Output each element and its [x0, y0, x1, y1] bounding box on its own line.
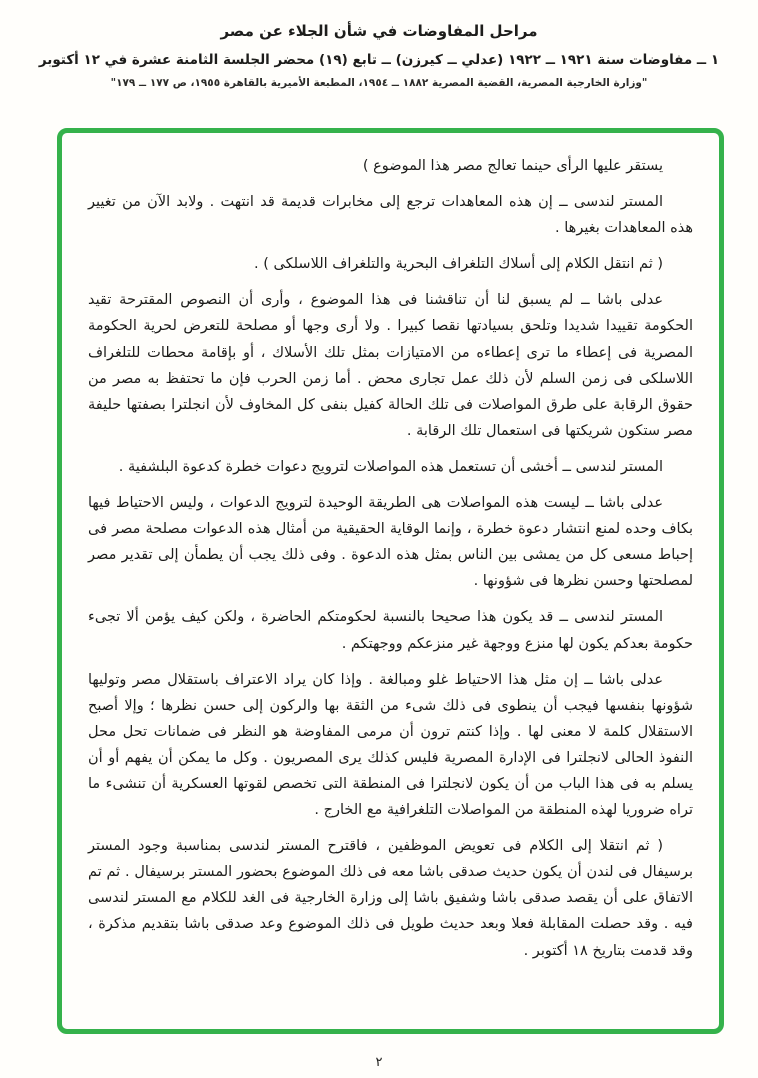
- paragraph: المستر لندسى ــ إن هذه المعاهدات ترجع إلى مخابرات قديمة قد انتهت . ولابد الآن من تغيير هذه المعاهدات بغيرها .: [88, 194, 693, 237]
- document-subtitle: ١ ــ مفاوضات سنة ١٩٢١ ــ ١٩٢٢ (عدلي ــ كيرزن) ــ تابع (١٩) محضر الجلسة الثامنة عشرة في ١٢ أكتوبر: [38, 52, 720, 68]
- paragraph: المستر لندسى ــ أخشى أن تستعمل هذه المواصلات لترويج دعوات خطرة كدعوة البلشفية .: [118, 458, 663, 475]
- document-source-citation: "وزارة الخارجية المصرية، القضية المصرية ١٨٨٢ ــ ١٩٥٤، المطبعة الأميرية بالقاهرة ١٩٥٥، ص ١٧٧ ــ ١٧٩": [110, 77, 648, 89]
- paragraph: عدلى باشا ــ لم يسبق لنا أن تناقشنا فى هذا الموضوع ، وأرى أن النصوص المقترحة تقيد الحكومة تقييدا شديدا وتلحق بسيادتها نقصا كبيرا . ولا أرى وجها أو مصلحة للتعرض لحرية الحكومة المصرية فى إعطاء ما ترى إعطاءه من الامتيازات بمثل تلك الأسلاك ، أو بإقامة محطات للتلغراف اللاسلكى فى زمن السلم لأن ذلك عمل تجارى محض . أما زمن الحرب فإن ما تحتفظ به مصر من حقوق الرقابة على طرق المواصلات فى تلك الحالة كفيل بنفى كل المخاوف لأن انجلترا بصفتها حليفة مصر ستكون شريكتها فى استعمال تلك الرقابة .: [88, 292, 693, 439]
- paragraph: المستر لندسى ــ قد يكون هذا صحيحا بالنسبة لحكومتكم الحاضرة ، ولكن كيف يؤمن ألا تجىء حكومة بعدكم يكون لها منزع ووجهة غير منزعكم ووجهتكم .: [88, 609, 693, 652]
- paragraph: ( ثم انتقل الكلام إلى أسلاك التلغراف البحرية والتلغراف اللاسلكى ) .: [254, 256, 663, 273]
- paragraph: عدلى باشا ــ إن مثل هذا الاحتياط غلو ومبالغة . وإذا كان يراد الاعتراف باستقلال مصر وتوليها شؤونها بنفسها فيجب أن ينطوى فى ذلك شىء من الثقة بها والركون إلى حسن نظرها ؛ وإلا أصبح الاستقلال كلمة لا معنى لها . وإذا كنتم ترون أن مرمى المفاوضة هو النظر فى ضمانات تحل محل النفوذ الحالى لانجلترا فى الإدارة المصرية فليس كذلك يرى المصريون . وكل ما يمكن أن يفهم أو أن يسلم به فى هذا الباب من أن يكون لانجلترا فى المنطقة التى تخصص لقوتها العسكرية أن تنشىء ما تراه ضروريا لهذه المنطقة من المواصلات التلغرافية مع الخارج .: [88, 671, 693, 819]
- page-header: [0, 22, 758, 89]
- document-title: مراحل المفاوضات في شأن الجلاء عن مصر: [220, 22, 538, 40]
- paragraph: ( ثم انتقلا إلى الكلام فى تعويض الموظفين ، فاقترح المستر لندسى بمناسبة وجود المستر برسيفال فى لندن أن يكون حديث صدقى باشا معه فى ذلك الموضوع بحضور المستر برسيفال . ثم تم الاتفاق على أن يقصد صدقى باشا وشفيق باشا إلى وزارة الخارجية فى الغد للكلام مع المستر لندسى فيه . وقد حصلت المقابلة فعلا وبعد حديث طويل فى ذلك الموضوع وعد صدقى باشا بتقديم مذكرة ، وقد قدمت بتاريخ ١٨ أكتوبر .: [88, 838, 693, 959]
- paragraph: عدلى باشا ــ ليست هذه المواصلات هى الطريقة الوحيدة لترويج الدعوات ، وليس الاحتياط فيها بكاف وحده لمنع انتشار دعوة خطرة ، وإنما الوقاية الحقيقية من أمثال هذه الدعوات مصلحة مصر فى إحباط مسعى كل من يمشى بين الناس بمثل هذه الدعوة . وفى ذلك يجب أن يطمأن إلى تقدير مصر لمصلحتها وحسن نظرها فى شؤونها .: [88, 495, 693, 590]
- page-number: ٢: [375, 1055, 383, 1070]
- content-frame: [57, 128, 724, 1034]
- paragraph: يستقر عليها الرأى حينما تعالج مصر هذا الموضوع ): [362, 158, 663, 174]
